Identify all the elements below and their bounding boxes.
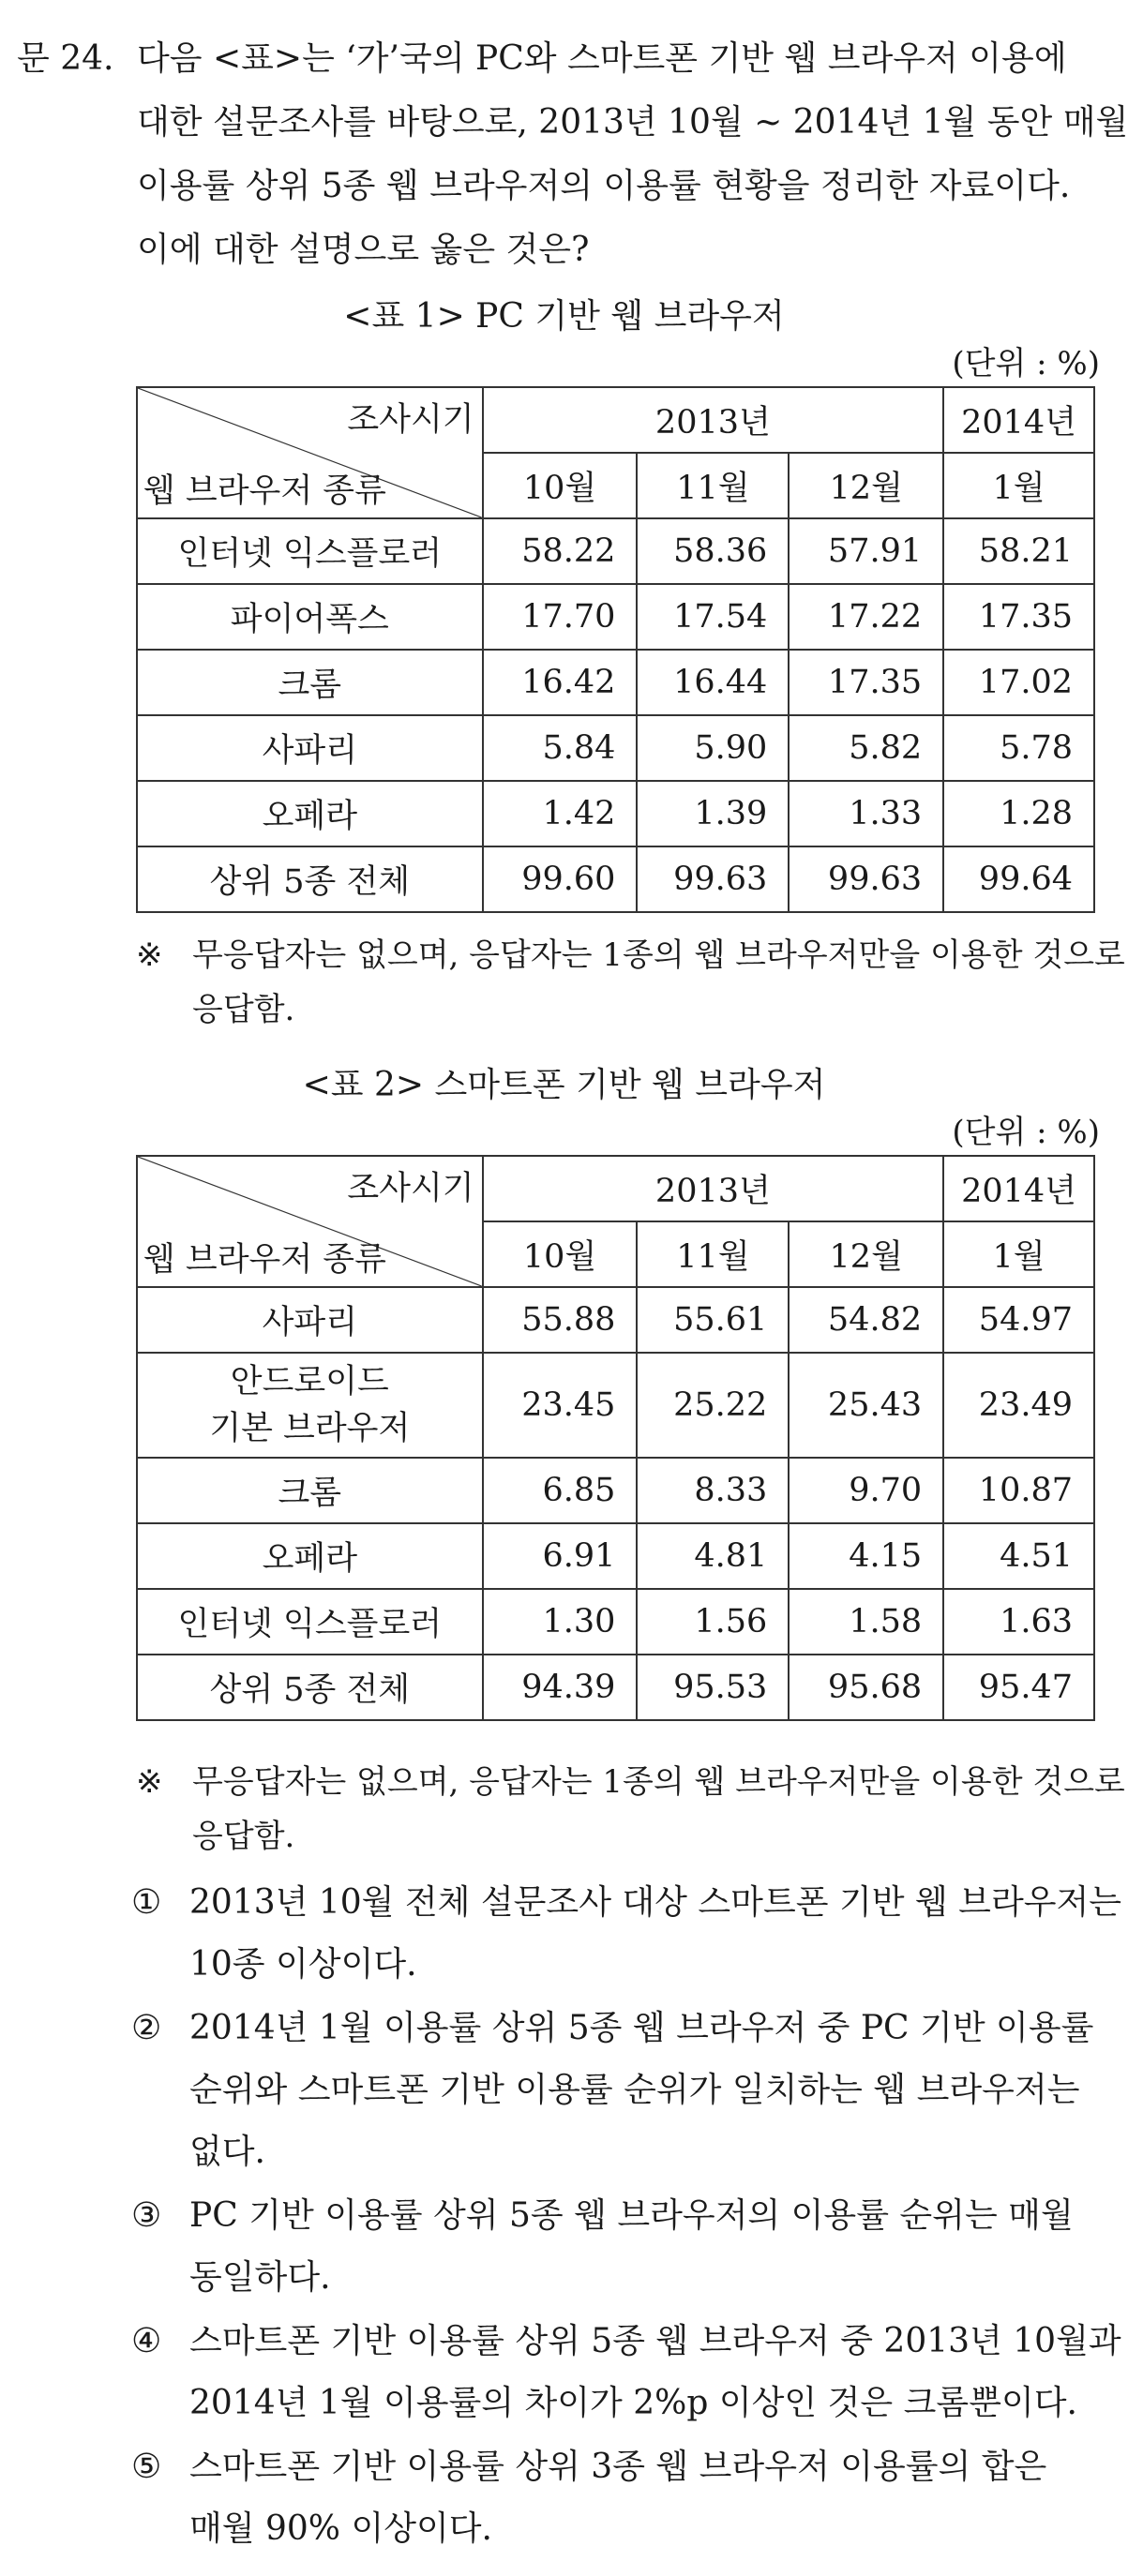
note-mark: ※ [136,936,163,974]
table-cell: 4.15 [789,1523,943,1589]
table-cell: 99.64 [943,846,1094,912]
option-5[interactable] [131,2439,1106,2552]
table-cell: 99.63 [789,846,943,912]
browser-name-line: 기본 브라우저 [209,1410,411,1447]
table-cell: 55.88 [483,1287,638,1353]
table1-year-2014: 2014년 [943,387,1094,453]
note-line: 무응답자는 없으며, 응답자는 1종의 웹 브라우저만을 이용한 것으로 [192,1763,1125,1801]
option-number: ② [131,2009,162,2047]
table1-unit: (단위 : %) [952,345,1100,382]
table2 [136,1155,1095,1721]
option-number: ① [131,1883,162,1922]
table-cell: 1.30 [483,1589,638,1655]
table-cell: 58.22 [483,518,638,584]
option-3[interactable] [131,2188,1106,2300]
table-cell: 1.56 [637,1589,789,1655]
table-cell: 1.39 [637,781,789,846]
table2-diagonal-header [137,1156,483,1287]
browser-name [137,1353,483,1458]
table2-month: 11월 [637,1221,789,1287]
question-line: 다음 <표>는 ‘가’국의 PC와 스마트폰 기반 웹 브라우저 이용에 [137,39,1067,78]
browser-name: 인터넷 익스플로러 [137,518,483,584]
option-4[interactable] [131,2314,1121,2426]
table-cell: 10.87 [943,1458,1094,1523]
browser-name: 오페라 [137,781,483,846]
option-text: 없다. [189,2133,265,2171]
table-cell: 17.35 [943,584,1094,650]
table-row [137,715,1094,781]
browser-name: 파이어폭스 [137,584,483,650]
note-mark: ※ [136,1763,163,1801]
table-row [137,650,1094,715]
table-cell: 17.54 [637,584,789,650]
table2-month: 10월 [483,1221,638,1287]
table-row [137,584,1094,650]
table-row [137,1353,1094,1458]
option-number: ④ [131,2322,162,2360]
option-text: PC 기반 이용률 상위 5종 웹 브라우저의 이용률 순위는 매월 [189,2196,1074,2235]
table-row [137,1523,1094,1589]
table2-header-browser: 웹 브라우저 종류 [143,1241,386,1279]
table-row-total [137,1655,1094,1720]
option-text: 2013년 10월 전체 설문조사 대상 스마트폰 기반 웹 브라우저는 [189,1883,1122,1922]
table-cell: 54.82 [789,1287,943,1353]
table-cell: 95.47 [943,1655,1094,1720]
table-cell: 23.45 [483,1353,638,1458]
table-row [137,781,1094,846]
table-cell: 5.90 [637,715,789,781]
table1-caption: <표 1> PC 기반 웹 브라우저 [343,297,785,336]
note-line: 무응답자는 없으며, 응답자는 1종의 웹 브라우저만을 이용한 것으로 [192,936,1125,974]
table-cell: 6.91 [483,1523,638,1589]
table-cell: 17.70 [483,584,638,650]
table-cell: 8.33 [637,1458,789,1523]
option-number: ⑤ [131,2448,162,2486]
table-cell: 5.82 [789,715,943,781]
note-line: 응답함. [192,991,295,1028]
table-cell: 9.70 [789,1458,943,1523]
table1-month: 10월 [483,453,638,518]
table1-month: 12월 [789,453,943,518]
table-cell: 55.61 [637,1287,789,1353]
browser-name: 크롬 [137,1458,483,1523]
table-cell: 1.28 [943,781,1094,846]
table1-month: 11월 [637,453,789,518]
table-cell: 5.78 [943,715,1094,781]
browser-name: 크롬 [137,650,483,715]
table1-note [136,928,1125,1041]
question-number: 문 24. [17,39,114,78]
table-row [137,1287,1094,1353]
table-cell: 1.58 [789,1589,943,1655]
table2-note [136,1755,1125,1867]
table-cell: 16.42 [483,650,638,715]
option-1[interactable] [131,1875,1122,1987]
table1-header-browser: 웹 브라우저 종류 [143,472,386,510]
browser-name: 인터넷 익스플로러 [137,1589,483,1655]
table-cell: 1.33 [789,781,943,846]
table-cell: 95.68 [789,1655,943,1720]
table-cell: 17.02 [943,650,1094,715]
table-cell: 99.63 [637,846,789,912]
table-cell: 4.81 [637,1523,789,1589]
table1-year-2013: 2013년 [483,387,944,453]
table2-year-2014: 2014년 [943,1156,1094,1221]
browser-name: 사파리 [137,715,483,781]
table-cell: 94.39 [483,1655,638,1720]
option-2[interactable] [131,2000,1106,2179]
table-cell: 58.36 [637,518,789,584]
table-cell: 95.53 [637,1655,789,1720]
table-row-total [137,846,1094,912]
option-number: ③ [131,2196,162,2235]
table-cell: 99.60 [483,846,638,912]
option-text: 2014년 1월 이용률의 차이가 2%p 이상인 것은 크롬뿐이다. [189,2384,1077,2422]
option-text: 2014년 1월 이용률 상위 5종 웹 브라우저 중 PC 기반 이용률 [189,2009,1094,2047]
table2-month: 12월 [789,1221,943,1287]
table-cell: 1.63 [943,1589,1094,1655]
option-text: 순위와 스마트폰 기반 이용률 순위가 일치하는 웹 브라우저는 [189,2071,1080,2109]
table2-header-period: 조사시기 [347,1170,474,1207]
table1-header-period: 조사시기 [347,401,474,439]
table-cell: 23.49 [943,1353,1094,1458]
table-cell: 6.85 [483,1458,638,1523]
browser-name: 오페라 [137,1523,483,1589]
table2-caption: <표 2> 스마트폰 기반 웹 브라우저 [302,1066,826,1104]
option-text: 10종 이상이다. [189,1945,417,1984]
table-cell: 54.97 [943,1287,1094,1353]
table2-month: 1월 [943,1221,1094,1287]
table2-year-2013: 2013년 [483,1156,944,1221]
table-cell: 5.84 [483,715,638,781]
table-cell: 57.91 [789,518,943,584]
browser-name: 상위 5종 전체 [137,1655,483,1720]
option-text: 스마트폰 기반 이용률 상위 3종 웹 브라우저 이용률의 합은 [189,2448,1047,2486]
table2-unit: (단위 : %) [952,1114,1100,1151]
table-cell: 25.43 [789,1353,943,1458]
table-row [137,1589,1094,1655]
table-cell: 1.42 [483,781,638,846]
option-text: 스마트폰 기반 이용률 상위 5종 웹 브라우저 중 2013년 10월과 [189,2322,1121,2360]
question-line: 대한 설문조사를 바탕으로, 2013년 10월 ~ 2014년 1월 동안 매월 [137,103,1128,142]
browser-name: 상위 5종 전체 [137,846,483,912]
note-line: 응답함. [192,1818,295,1855]
table-cell: 16.44 [637,650,789,715]
table-cell: 17.35 [789,650,943,715]
table-row [137,518,1094,584]
table-row [137,1458,1094,1523]
option-text: 매월 90% 이상이다. [189,2509,493,2548]
table1 [136,386,1095,913]
table1-diagonal-header [137,387,483,518]
table-cell: 25.22 [637,1353,789,1458]
browser-name: 사파리 [137,1287,483,1353]
question-line: 이에 대한 설명으로 옳은 것은? [137,231,590,269]
table-cell: 58.21 [943,518,1094,584]
browser-name-line: 안드로이드 [230,1363,389,1400]
option-text: 동일하다. [189,2258,331,2297]
question-line: 이용률 상위 5종 웹 브라우저의 이용률 현황을 정리한 자료이다. [137,167,1071,205]
table1-month: 1월 [943,453,1094,518]
table-cell: 4.51 [943,1523,1094,1589]
table-cell: 17.22 [789,584,943,650]
